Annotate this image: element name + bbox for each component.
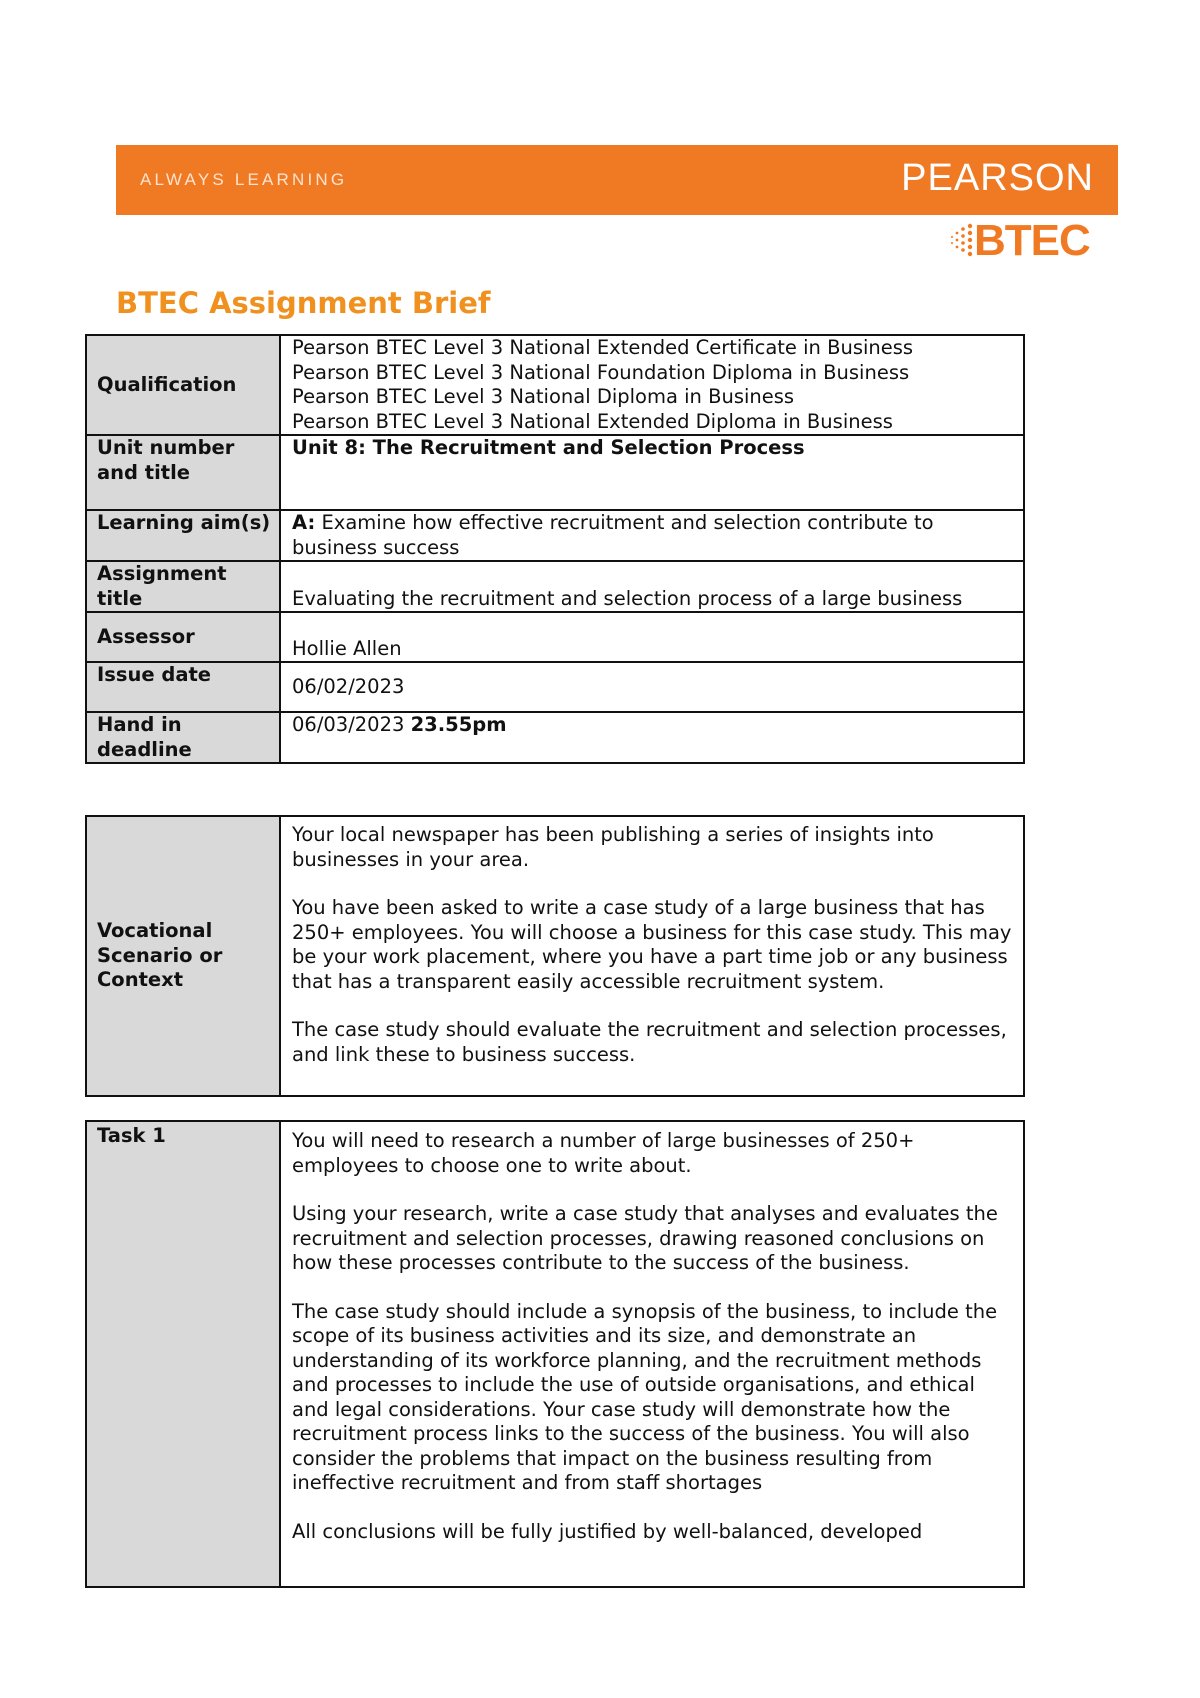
unit-label: Unit number and title: [86, 435, 280, 510]
learning-aims-text: Examine how effective recruitment and selection contribute to business success: [292, 511, 934, 559]
qualification-line: Pearson BTEC Level 3 National Extended Certificate in Business: [292, 336, 914, 359]
qualification-line: Pearson BTEC Level 3 National Foundation Diploma in Business: [292, 360, 910, 384]
assessor-value: Hollie Allen: [280, 612, 1024, 662]
scenario-text: [280, 816, 1024, 1096]
btec-logo: [948, 214, 1128, 264]
unit-value: Unit 8: The Recruitment and Selection Process: [280, 435, 1024, 510]
scenario-paragraph: You have been asked to write a case study of a large business that has 250+ employees. You will choose a business for this case study. This may be your work placement, where you have a part time job or any business that has a transparent easily accessible recruitment system.: [292, 896, 1012, 993]
task1-paragraph: Using your research, write a case study that analyses and evaluates the recruitment and selection processes, drawing reasoned conclusions on how these processes contribute to the success of the business.: [292, 1202, 998, 1274]
assignment-title-label: Assignment title: [86, 561, 280, 612]
btec-logo-text: BTEC: [974, 216, 1090, 265]
scenario-label: Vocational Scenario or Context: [86, 816, 280, 1096]
learning-aims-label: Learning aim(s): [86, 510, 280, 561]
deadline-value: [280, 712, 1024, 763]
scenario-table: [85, 815, 1025, 1097]
deadline-date: 06/03/2023: [292, 713, 405, 736]
qualification-label: Qualification: [86, 335, 280, 435]
task1-paragraph: The case study should include a synopsis of the business, to include the scope of its business activities and its size, and demonstrate an understanding of its workforce planning, and the recruitment methods and processes to include the use of outside organisations, and ethical and legal considerations. Your case study will demonstrate how the recruitment process links to the success of the business. You will also consider the problems that impact on the business resulting from ineffective recruitment and from staff shortages: [292, 1299, 998, 1494]
scenario-paragraph: The case study should evaluate the recruitment and selection processes, and link these to business success.: [292, 1018, 1007, 1066]
task1-text: [280, 1121, 1024, 1587]
task1-label: Task 1: [86, 1121, 280, 1587]
issue-date-value: 06/02/2023: [280, 662, 1024, 712]
assignment-info-table: [85, 334, 1025, 764]
qualification-line: Pearson BTEC Level 3 National Diploma in Business: [292, 385, 795, 408]
btec-dots-icon: [948, 220, 974, 260]
task1-paragraph: All conclusions will be fully justified by well-balanced, developed: [292, 1519, 923, 1543]
qualification-value: [280, 335, 1024, 435]
pearson-banner: [116, 145, 1118, 215]
assessor-label: Assessor: [86, 612, 280, 662]
learning-aims-prefix: A:: [292, 511, 316, 534]
assignment-title-value: Evaluating the recruitment and selection process of a large business: [280, 561, 1024, 612]
task-table: [85, 1120, 1025, 1588]
scenario-paragraph: Your local newspaper has been publishing a series of insights into businesses in your area.: [292, 823, 934, 871]
learning-aims-value: [280, 510, 1024, 561]
banner-tagline: ALWAYS LEARNING: [140, 170, 348, 189]
pearson-logo: PEARSON: [901, 157, 1094, 199]
deadline-time: 23.55pm: [410, 713, 507, 736]
task1-paragraph: You will need to research a number of large businesses of 250+ employees to choose one to write about.: [292, 1129, 915, 1177]
issue-date-label: Issue date: [86, 662, 280, 712]
qualification-line: Pearson BTEC Level 3 National Extended Diploma in Business: [292, 409, 893, 433]
page-title: BTEC Assignment Brief: [116, 286, 491, 320]
deadline-label: Hand in deadline: [86, 712, 280, 763]
